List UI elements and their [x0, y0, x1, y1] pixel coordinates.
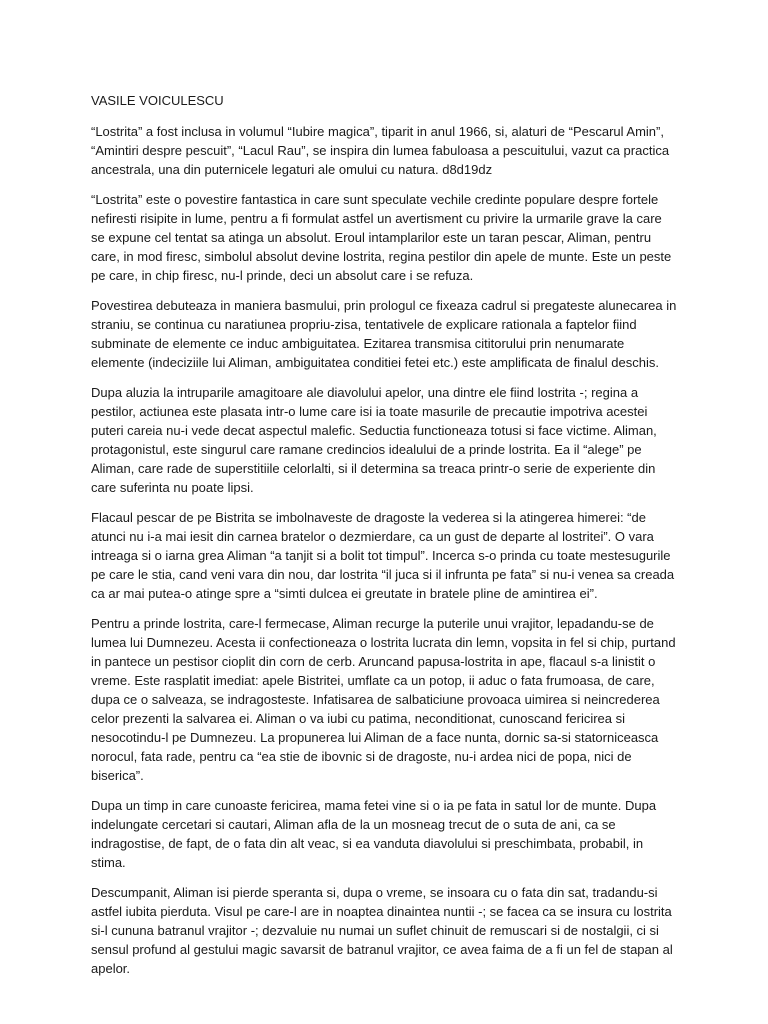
- document-body: [91, 91, 677, 989]
- paragraph-2: “Lostrita” este o povestire fantastica in care sunt speculate vechile credinte populare despre fortele nefiresti risipite in lume, pentru a fi formulat astfel un avertisment cu privire la urmarile grave la care se expune cel tentat sa atinga un absolut. Eroul intamplarilor este un taran pescar, Aliman, pentru care, in mod firesc, simbolul absolut devine lostrita, regina pestilor din apele de munte. Este un peste pe care, in chip firesc, nu-l prinde, deci un absolut care i se refuza.: [91, 192, 672, 283]
- paragraph-5: Flacaul pescar de pe Bistrita se imbolnaveste de dragoste la vederea si la atingerea himerei: “de atunci nu i-a mai iesit din carnea bratelor o dezmierdare, ca un gust de departe al lostritei”. O vara intreaga si o iarna grea Aliman “a tanjit si a bolit tot timpul”. Incerca s-o prinda cu toate mestesugurile pe care le stia, cand veni vara din nou, dar lostrita “il juca si il infrunta pe fata” si nu-i venea sa creada ca ar mai putea-o atinge spre a “simti dulcea ei greutate in bratele pline de amintirea ei”.: [91, 510, 675, 601]
- paragraph-6: Pentru a prinde lostrita, care-l fermecase, Aliman recurge la puterile unui vrajitor, lepadandu-se de lumea lui Dumnezeu. Acesta ii confectioneaza o lostrita lucrata din lemn, vopsita in fel si chip, purtand in pantece un pestisor cioplit din corn de cerb. Aruncand papusa-lostrita in ape, flacaul s-a linistit o vreme. Este rasplatit imediat: apele Bistritei, umflate ca un potop, ii aduc o fata frumoasa, de care, dupa ce o salveaza, se indragosteste. Infatisarea de salbaticiune provoaca uimirea si neincrederea celor prezenti la salvarea ei. Aliman o va iubi cu patima, neconditionat, cunoscand fericirea si nesocotindu-l pe Dumnezeu. La propunerea lui Aliman de a face nunta, dornic sa-si statorniceasca norocul, fata rade, pentru ca “ea stie de ibovnic si de dragoste, nu-i ardea nici de popa, nici de biserica”.: [91, 616, 676, 783]
- paragraph-8: Descumpanit, Aliman isi pierde speranta si, dupa o vreme, se insoara cu o fata din sat, tradandu-si astfel iubita pierduta. Visul pe care-l are in noaptea dinaintea nuntii -; se facea ca se insura cu lostrita si-l cununa batranul vrajitor -; dezvaluie nu numai un suflet chinuit de remuscari si de nostalgii, ci si sensul profund al gestului magic savarsit de batranul vrajitor, ce avea faima de a fi un fel de stapan al apelor.: [91, 885, 673, 976]
- paragraph-4: Dupa aluzia la intruparile amagitoare ale diavolului apelor, una dintre ele fiind lostrita -; regina a pestilor, actiunea este plasata intr-o lume care isi ia toate masurile de precautie impotriva acestei puteri careia nu-i vede decat aspectul malefic. Seductia functioneaza totusi si face victime. Aliman, protagonistul, este singurul care ramane credincios idealului de a prinde lostrita. Ea il “alege” pe Aliman, care rade de superstitiile celorlalti, si il determina sa treaca printr-o serie de experiente din care suferinta nu poate lipsi.: [91, 385, 657, 495]
- document-title: VASILE VOICULESCU: [91, 93, 224, 108]
- paragraph-1: “Lostrita” a fost inclusa in volumul “Iubire magica”, tiparit in anul 1966, si, alaturi de “Pescarul Amin”, “Amintiri despre pescuit”, “Lacul Rau”, se inspira din lumea fabuloasa a pescuitului, vazut ca practica ancestrala, una din puternicele legaturi ale omului cu natura. d8d19dz: [91, 124, 670, 177]
- paragraph-3: Povestirea debuteaza in maniera basmului, prin prologul ce fixeaza cadrul si pregateste alunecarea in straniu, se continua cu naratiunea propriu-zisa, tentativele de explicare rationala a faptelor fiind subminate de elemente ce induc ambiguitatea. Ezitarea transmisa cititorului prin nenumarate elemente (indeciziile lui Aliman, ambiguitatea conditiei fetei etc.) este amplificata de finalul deschis.: [91, 298, 677, 370]
- paragraph-7: Dupa un timp in care cunoaste fericirea, mama fetei vine si o ia pe fata in satul lor de munte. Dupa indelungate cercetari si cautari, Aliman afla de la un mosneag trecut de o suta de ani, ca se indragostise, de fapt, de o fata din alt veac, si ea vanduta diavolului si preschimbata, probabil, in stima.: [91, 798, 657, 870]
